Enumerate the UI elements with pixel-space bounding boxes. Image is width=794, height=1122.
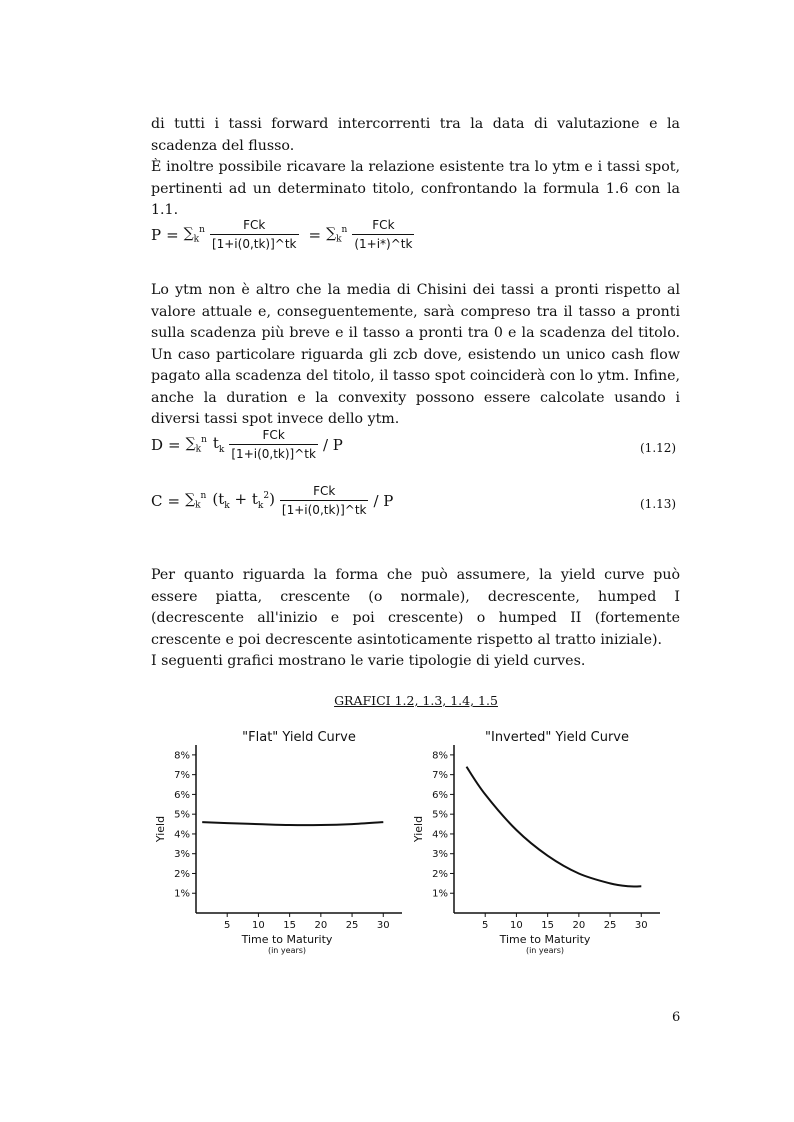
chart-inverted-title: "Inverted" Yield Curve [485, 730, 629, 745]
paragraph-2-text: Lo ytm non è altro che la media di Chisini dei tassi a pronti rispetto al valore attuale e, conseguentemente, sarà compreso tra il tasso a pronti sulla scadenza più breve e il tasso a pronti tra 0 e la scadenza del titolo. Un caso particolare riguarda gli zcb dove, esistendo un unico cash flow pagato alla scadenza del titolo, il tasso spot coinciderà con lo ytm. Infine, anche la duration e la convexity possono essere calcolate usando i diversi tassi spot invece dello ytm. [151, 282, 680, 427]
chart-flat-y-tick-label: 6% [174, 789, 190, 801]
eq2-factor [213, 434, 225, 455]
chart-inverted-y-tick-label: 6% [432, 789, 448, 801]
chart-flat-series-line [202, 822, 383, 825]
eq3-frac-numerator: FCk [313, 484, 336, 498]
equation-price [151, 218, 419, 251]
chart-flat-y-tick-label: 8% [174, 750, 190, 762]
eq2-fraction [229, 428, 318, 461]
paragraph-1-line-1: di tutti i tassi forward intercorrenti tra la data di valutazione e la scadenza del flusso. [151, 116, 680, 154]
chart-inverted-x-label: Time to Maturity [499, 933, 591, 946]
eq1-frac1-numerator: FCk [243, 218, 266, 232]
eq3-factor-a: t [218, 490, 225, 508]
eq3-lhs: C [151, 491, 163, 510]
paragraph-1 [151, 114, 680, 222]
chart-inverted-y-tick-label: 7% [432, 770, 448, 782]
eq1-sum-sub: k [193, 234, 200, 245]
eq1-frac2-denominator: (1+i*)^tk [352, 234, 414, 251]
chart-inverted-x-tick-label: 30 [634, 920, 648, 931]
eq1-sum2-sup: n [341, 224, 348, 235]
chart-inverted-x-tick-label: 15 [541, 920, 555, 931]
chart-inverted-x-tick-label: 20 [572, 920, 586, 931]
equation-convexity [151, 484, 393, 517]
paragraph-3-line-1: Per quanto riguarda la forma che può assumere, la yield curve può essere piatta, crescente (o normale), decrescente, humped I (decrescente all'inizio e poi crescente) o humped II (fortemente crescente e poi decrescente asintoticamente rispetto al tratto iniziale). [151, 567, 680, 648]
chart-inverted-y-tick-label: 4% [432, 829, 448, 841]
figures-caption: GRAFICI 1.2, 1.3, 1.4, 1.5 [334, 693, 498, 708]
chart-flat-y-tick-label: 7% [174, 770, 190, 782]
paragraph-3-line-2: I seguenti grafici mostrano le varie tipologie di yield curves. [151, 653, 586, 669]
eq1-sum: $\sum_k^n$ [183, 224, 205, 245]
eq3-factor-a-sub: k [224, 501, 230, 511]
eq2-lhs: D [151, 435, 164, 454]
paragraph-1-line-2: È inoltre possibile ricavare la relazione esistente tra lo ytm e i tassi spot, pertinenti ad un determinato titolo, confrontando la formula 1.6 con la 1.1. [151, 159, 680, 218]
eq3-factor-b-sub: k [257, 501, 264, 511]
paragraph-2 [151, 280, 680, 431]
eq3-factor-b: t [251, 490, 258, 508]
eq3-sum: $\sum_k^n$ [185, 490, 207, 511]
chart-flat-x-tick-label: 25 [345, 920, 359, 931]
chart-inverted [408, 725, 668, 965]
chart-inverted-y-tick-label: 1% [432, 888, 448, 900]
eq3-tail: / P [373, 491, 394, 510]
eq1-frac1-denominator: [1+i(0,tk)]^tk [210, 234, 299, 251]
chart-flat-x-tick-label: 20 [314, 920, 328, 931]
eq3-number: (1.13) [640, 497, 677, 511]
chart-inverted-y-tick-label: 2% [432, 868, 448, 880]
chart-inverted-x-label-sub: (in years) [525, 946, 565, 955]
eq1-sum-sup: n [199, 224, 205, 235]
eq3-fraction [280, 484, 369, 517]
eq2-factor-base: t [212, 434, 219, 452]
eq3-factor-b-sup: 2 [263, 491, 270, 501]
eq2-sum-sup: n [201, 434, 207, 445]
eq2-factor-sub: k [218, 445, 225, 455]
chart-flat-x-tick-label: 30 [376, 920, 390, 931]
chart-inverted-y-label: Yield [412, 815, 425, 843]
chart-inverted-series-line [467, 767, 642, 887]
chart-flat-y-tick-label: 5% [174, 809, 190, 821]
eq1-fraction-2 [352, 218, 414, 251]
eq1-equals: = [166, 225, 179, 244]
chart-flat-container [150, 725, 410, 969]
chart-inverted-y-tick-label: 8% [432, 750, 448, 762]
eq2-tail: / P [322, 435, 343, 454]
eq2-equals: = [168, 435, 181, 454]
chart-flat [150, 725, 410, 965]
eq2-frac-denominator: [1+i(0,tk)]^tk [229, 444, 318, 461]
eq1-equals-2: = [308, 225, 322, 244]
eq1-fraction-1 [210, 218, 299, 251]
equation-duration [151, 428, 343, 461]
chart-flat-x-tick-label: 10 [252, 920, 265, 931]
eq2-sum-sub: k [195, 444, 202, 455]
chart-flat-x-tick-label: 5 [224, 920, 231, 931]
paragraph-3 [151, 565, 680, 673]
chart-flat-x-label-sub: (in years) [267, 946, 307, 955]
chart-inverted-x-tick-label: 10 [510, 920, 523, 931]
chart-flat-y-tick-label: 2% [174, 868, 190, 880]
chart-flat-y-tick-label: 3% [174, 849, 190, 861]
eq3-sum-sub: k [195, 500, 201, 511]
chart-inverted-y-tick-label: 5% [432, 809, 448, 821]
eq1-sum2-sub: k [336, 234, 342, 245]
chart-inverted-x-tick-label: 5 [482, 920, 489, 931]
eq2-number: (1.12) [640, 441, 677, 455]
chart-flat-y-tick-label: 4% [174, 829, 190, 841]
chart-flat-y-tick-label: 1% [174, 888, 190, 900]
eq3-sum-sup: n [200, 490, 207, 501]
eq3-plus: + [234, 490, 248, 508]
eq3-factor-group: $(t_k + t_k^2)$ [212, 490, 275, 511]
eq3-frac-denominator: [1+i(0,tk)]^tk [280, 500, 369, 517]
eq1-frac2-numerator: FCk [372, 218, 395, 232]
eq2-frac-numerator: FCk [262, 428, 285, 442]
eq2-sum: $\sum_k^n$ [185, 434, 207, 455]
chart-inverted-y-tick-label: 3% [432, 849, 448, 861]
eq1-lhs: P [151, 225, 162, 244]
chart-inverted-x-tick-label: 25 [603, 920, 617, 931]
chart-flat-title: "Flat" Yield Curve [242, 730, 356, 745]
chart-inverted-container [408, 725, 668, 969]
eq3-equals: = [167, 491, 181, 510]
chart-flat-y-label: Yield [154, 815, 167, 843]
chart-flat-x-label: Time to Maturity [241, 933, 333, 946]
page-number: 6 [672, 1010, 681, 1025]
chart-flat-x-tick-label: 15 [283, 920, 297, 931]
eq1-sum-2: $\sum_k^n$ [326, 224, 348, 245]
